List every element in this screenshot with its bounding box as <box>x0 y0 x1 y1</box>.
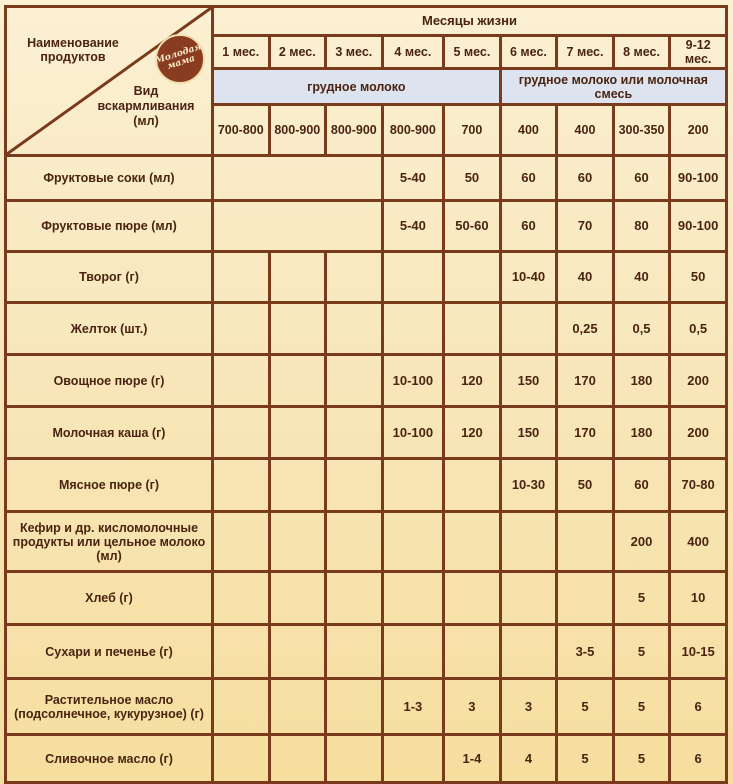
value-cell: 0,5 <box>670 303 727 355</box>
value-cell: 200 <box>670 407 727 459</box>
feeding-volume-cell: 700-800 <box>212 105 269 156</box>
value-cell: 10-100 <box>382 407 444 459</box>
product-name-cell: Фруктовые пюре (мл) <box>6 201 213 252</box>
value-cell <box>212 512 269 572</box>
value-cell: 50-60 <box>444 201 501 252</box>
value-cell: 50 <box>670 252 727 303</box>
value-cell <box>444 303 501 355</box>
empty-merged-cell <box>212 201 382 252</box>
month-header: 5 мес. <box>444 36 501 69</box>
value-cell: 5-40 <box>382 156 444 201</box>
table-row <box>6 252 727 303</box>
value-cell <box>444 252 501 303</box>
value-cell: 1-4 <box>444 735 501 783</box>
feeding-volume-cell: 300-350 <box>613 105 670 156</box>
value-cell: 4 <box>500 735 557 783</box>
value-cell <box>500 572 557 625</box>
value-cell <box>212 355 269 407</box>
value-cell: 10-15 <box>670 625 727 679</box>
value-cell: 3 <box>500 679 557 735</box>
feeding-volume-cell: 400 <box>557 105 614 156</box>
value-cell <box>382 735 444 783</box>
value-cell: 60 <box>613 459 670 512</box>
products-column-label: Наименование продуктов <box>27 36 119 64</box>
month-header: 7 мес. <box>557 36 614 69</box>
value-cell <box>326 572 383 625</box>
feeding-volume-cell: 700 <box>444 105 501 156</box>
table-row <box>6 512 727 572</box>
feeding-volume-cell: 800-900 <box>269 105 326 156</box>
feeding-volume-cell: 800-900 <box>382 105 444 156</box>
value-cell <box>212 735 269 783</box>
value-cell <box>382 572 444 625</box>
value-cell <box>326 512 383 572</box>
product-name-cell: Сливочное масло (г) <box>6 735 213 783</box>
value-cell: 170 <box>557 407 614 459</box>
value-cell: 120 <box>444 355 501 407</box>
value-cell: 3 <box>444 679 501 735</box>
product-name-cell: Сухари и печенье (г) <box>6 625 213 679</box>
value-cell <box>444 512 501 572</box>
value-cell: 6 <box>670 679 727 735</box>
product-name-cell: Овощное пюре (г) <box>6 355 213 407</box>
month-header: 2 мес. <box>269 36 326 69</box>
feeding-type-label: Вид вскармливания (мл) <box>97 84 195 128</box>
value-cell <box>326 252 383 303</box>
month-header: 8 мес. <box>613 36 670 69</box>
value-cell: 80 <box>613 201 670 252</box>
value-cell <box>269 459 326 512</box>
value-cell: 5 <box>557 679 614 735</box>
product-name-cell: Мясное пюре (г) <box>6 459 213 512</box>
value-cell <box>269 512 326 572</box>
value-cell <box>557 512 614 572</box>
value-cell: 10 <box>670 572 727 625</box>
value-cell <box>269 735 326 783</box>
table-row <box>6 201 727 252</box>
table-row <box>6 679 727 735</box>
value-cell <box>212 303 269 355</box>
logo-text: Молодая мама <box>154 42 203 73</box>
value-cell <box>326 625 383 679</box>
value-cell <box>382 625 444 679</box>
value-cell <box>326 459 383 512</box>
value-cell <box>382 512 444 572</box>
value-cell: 50 <box>557 459 614 512</box>
value-cell: 1-3 <box>382 679 444 735</box>
value-cell: 150 <box>500 407 557 459</box>
product-name-cell: Желток (шт.) <box>6 303 213 355</box>
product-name-cell: Фруктовые соки (мл) <box>6 156 213 201</box>
feeding-volume-cell: 800-900 <box>326 105 383 156</box>
feeding-schedule-table <box>4 5 728 784</box>
value-cell: 3-5 <box>557 625 614 679</box>
value-cell: 60 <box>613 156 670 201</box>
feeding-mixed-label: грудное молоко или молочная смесь <box>500 69 726 105</box>
value-cell: 5 <box>613 625 670 679</box>
value-cell: 90-100 <box>670 156 727 201</box>
value-cell <box>269 407 326 459</box>
value-cell <box>444 459 501 512</box>
empty-merged-cell <box>212 156 382 201</box>
value-cell <box>500 512 557 572</box>
months-title: Месяцы жизни <box>212 7 726 36</box>
value-cell: 70 <box>557 201 614 252</box>
value-cell: 10-40 <box>500 252 557 303</box>
value-cell <box>500 625 557 679</box>
value-cell: 60 <box>500 156 557 201</box>
value-cell <box>382 459 444 512</box>
value-cell: 150 <box>500 355 557 407</box>
value-cell <box>444 625 501 679</box>
value-cell <box>212 252 269 303</box>
table-row <box>6 407 727 459</box>
value-cell <box>269 303 326 355</box>
table-row <box>6 572 727 625</box>
value-cell <box>326 679 383 735</box>
feeding-volume-cell: 400 <box>500 105 557 156</box>
month-header: 6 мес. <box>500 36 557 69</box>
value-cell: 200 <box>613 512 670 572</box>
value-cell: 5-40 <box>382 201 444 252</box>
value-cell: 180 <box>613 407 670 459</box>
value-cell: 400 <box>670 512 727 572</box>
feeding-breast-label: грудное молоко <box>212 69 500 105</box>
value-cell <box>326 735 383 783</box>
value-cell: 10-30 <box>500 459 557 512</box>
month-header: 3 мес. <box>326 36 383 69</box>
value-cell <box>326 407 383 459</box>
value-cell: 0,25 <box>557 303 614 355</box>
value-cell: 40 <box>557 252 614 303</box>
value-cell: 120 <box>444 407 501 459</box>
value-cell: 5 <box>613 735 670 783</box>
value-cell <box>212 625 269 679</box>
value-cell <box>212 407 269 459</box>
value-cell: 5 <box>613 572 670 625</box>
value-cell <box>269 252 326 303</box>
value-cell: 60 <box>557 156 614 201</box>
value-cell <box>500 303 557 355</box>
value-cell: 10-100 <box>382 355 444 407</box>
table-row <box>6 735 727 783</box>
value-cell: 170 <box>557 355 614 407</box>
value-cell: 70-80 <box>670 459 727 512</box>
value-cell <box>557 572 614 625</box>
value-cell <box>326 303 383 355</box>
product-name-cell: Кефир и др. кисломолочные продукты или цельное молоко (мл) <box>6 512 213 572</box>
value-cell: 6 <box>670 735 727 783</box>
value-cell: 5 <box>613 679 670 735</box>
value-cell <box>382 252 444 303</box>
product-name-cell: Творог (г) <box>6 252 213 303</box>
value-cell <box>269 572 326 625</box>
product-name-cell: Растительное масло (подсолнечное, кукурузное) (г) <box>6 679 213 735</box>
month-header: 4 мес. <box>382 36 444 69</box>
table-row <box>6 355 727 407</box>
value-cell <box>444 572 501 625</box>
value-cell <box>326 355 383 407</box>
value-cell: 50 <box>444 156 501 201</box>
month-header: 9-12 мес. <box>670 36 727 69</box>
value-cell <box>269 625 326 679</box>
value-cell: 180 <box>613 355 670 407</box>
table-row <box>6 156 727 201</box>
value-cell <box>382 303 444 355</box>
feeding-volume-cell: 200 <box>670 105 727 156</box>
table-row <box>6 303 727 355</box>
value-cell: 60 <box>500 201 557 252</box>
table-row <box>6 459 727 512</box>
value-cell: 200 <box>670 355 727 407</box>
value-cell <box>269 679 326 735</box>
value-cell <box>212 459 269 512</box>
value-cell: 90-100 <box>670 201 727 252</box>
value-cell: 5 <box>557 735 614 783</box>
month-header: 1 мес. <box>212 36 269 69</box>
product-name-cell: Молочная каша (г) <box>6 407 213 459</box>
value-cell: 0,5 <box>613 303 670 355</box>
value-cell: 40 <box>613 252 670 303</box>
logo-badge <box>155 34 205 84</box>
header-corner-cell <box>6 7 213 156</box>
product-name-cell: Хлеб (г) <box>6 572 213 625</box>
value-cell <box>269 355 326 407</box>
value-cell <box>212 572 269 625</box>
value-cell <box>212 679 269 735</box>
table-row <box>6 625 727 679</box>
